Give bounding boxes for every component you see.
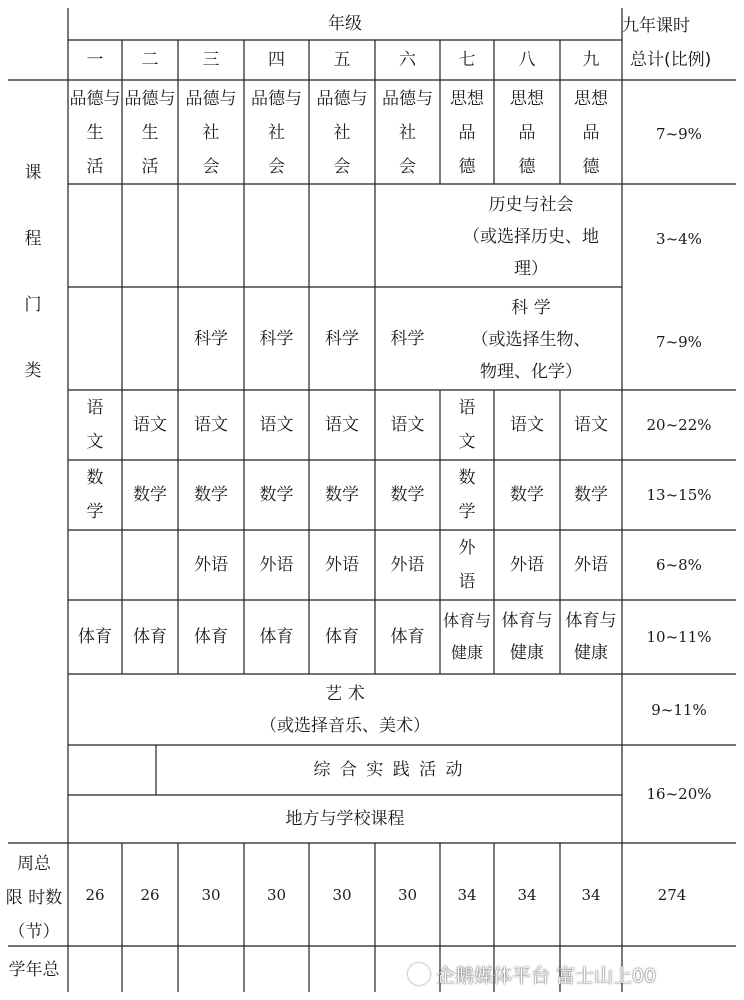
local-school-curriculum: 地方与学校课程	[285, 809, 405, 829]
weekly-g4: 30	[266, 885, 287, 904]
science-grades-7-9: 科 学 （或选择生物、 物理、化学）	[471, 298, 591, 382]
chinese-g8: 语文	[510, 415, 544, 435]
foreign-ratio: 6~8%	[656, 556, 702, 574]
foreign-g4: 外语	[259, 555, 294, 575]
chinese-g2: 语文	[133, 415, 167, 435]
foreign-g9: 外语	[574, 555, 608, 575]
watermark-text: 企鹅媒体平台 富士山上00	[436, 964, 657, 987]
pe-g1: 体育	[78, 627, 112, 647]
math-g3: 数学	[194, 485, 228, 505]
pe-g8: 体育与 健康	[501, 611, 553, 663]
watermark	[408, 956, 744, 992]
art-all-grades: 艺 术 （或选择音乐、美术）	[260, 683, 430, 736]
math-g2: 数学	[133, 485, 167, 505]
chinese-g9: 语文	[574, 415, 608, 435]
chinese-g1: 语 文	[86, 398, 104, 452]
weekly-g9: 34	[581, 885, 601, 904]
moral-g2: 品德与 生 活	[124, 89, 176, 177]
math-g5: 数学	[325, 485, 359, 505]
science-g3: 科学	[194, 328, 228, 349]
math-g7: 数 学	[458, 468, 476, 522]
moral-g6: 品德与 社 会	[382, 89, 433, 177]
chinese-g6: 语文	[390, 415, 425, 435]
moral-g7: 思想 品 德	[450, 89, 484, 177]
weekly-hours-label: 周总 限 时数 （节）	[5, 854, 63, 942]
moral-g9: 思想 品 德	[574, 89, 608, 177]
foreign-g8: 外语	[510, 555, 544, 575]
moral-ratio: 7~9%	[656, 125, 702, 143]
foreign-g6: 外语	[390, 555, 425, 575]
foreign-g3: 外语	[194, 555, 228, 575]
science-g5: 科学	[325, 328, 359, 349]
practice-local-ratio: 16~20%	[646, 785, 712, 803]
math-g4: 数学	[259, 485, 294, 505]
pe-ratio: 10~11%	[646, 628, 712, 646]
moral-g1: 品德与 生 活	[69, 89, 121, 177]
penguin-logo-icon	[408, 963, 430, 985]
course-category-label: 课 程 门 类	[24, 163, 42, 381]
pe-g7: 体育与 健康	[442, 611, 491, 662]
pe-g9: 体育与 健康	[565, 611, 617, 663]
weekly-g8: 34	[517, 885, 537, 904]
art-ratio: 9~11%	[651, 700, 707, 719]
weekly-total: 274	[657, 885, 687, 904]
grade-4-header: 四	[268, 50, 285, 70]
moral-g4: 品德与 社 会	[251, 89, 302, 177]
school-year-total-label: 学年总	[8, 960, 60, 980]
weekly-g6: 30	[397, 885, 418, 904]
weekly-g3: 30	[201, 885, 221, 904]
pe-g5: 体育	[325, 627, 359, 647]
weekly-g5: 30	[332, 885, 352, 904]
practice-activities: 综 合 实 践 活 动	[313, 760, 465, 780]
science-g6: 科学	[390, 328, 425, 349]
pe-g3: 体育	[194, 627, 228, 647]
math-g8: 数学	[510, 485, 544, 505]
science-g4: 科学	[259, 328, 294, 349]
weekly-g7: 34	[457, 885, 477, 904]
grade-9-header: 九	[582, 50, 600, 70]
moral-g3: 品德与 社 会	[185, 89, 237, 177]
foreign-g5: 外语	[325, 555, 359, 575]
weekly-g1: 26	[85, 885, 105, 904]
grade-2-header: 二	[141, 50, 159, 70]
math-g9: 数学	[574, 485, 608, 505]
history-ratio: 3~4%	[656, 230, 702, 248]
chinese-g3: 语文	[194, 415, 228, 435]
grade-header: 年级	[328, 14, 362, 34]
total-ratio-header: 总计(比例)	[630, 50, 712, 70]
weekly-g2: 26	[140, 885, 160, 904]
grade-3-header: 三	[202, 50, 220, 70]
chinese-g7: 语 文	[458, 398, 476, 452]
grade-5-header: 五	[333, 50, 351, 70]
pe-g6: 体育	[390, 627, 425, 647]
science-ratio: 7~9%	[656, 333, 702, 351]
chinese-g4: 语文	[259, 415, 294, 435]
math-g6: 数学	[390, 485, 425, 505]
grade-7-header: 七	[458, 50, 476, 70]
math-ratio: 13~15%	[646, 486, 712, 504]
grade-8-header: 八	[518, 50, 536, 70]
math-g1: 数 学	[86, 468, 104, 522]
foreign-g7: 外 语	[458, 538, 476, 592]
moral-g5: 品德与 社 会	[316, 89, 368, 177]
chinese-g5: 语文	[325, 415, 359, 435]
history-grades-7-9: 历史与社会 （或选择历史、地 理）	[463, 195, 599, 279]
moral-g8: 思想 品 德	[510, 89, 544, 177]
chinese-ratio: 20~22%	[646, 416, 712, 434]
grade-6-header: 六	[399, 50, 416, 70]
pe-g4: 体育	[259, 627, 294, 647]
grade-1-header: 一	[86, 50, 104, 70]
total-hours-header: 九年课时	[622, 16, 690, 36]
pe-g2: 体育	[133, 627, 167, 647]
